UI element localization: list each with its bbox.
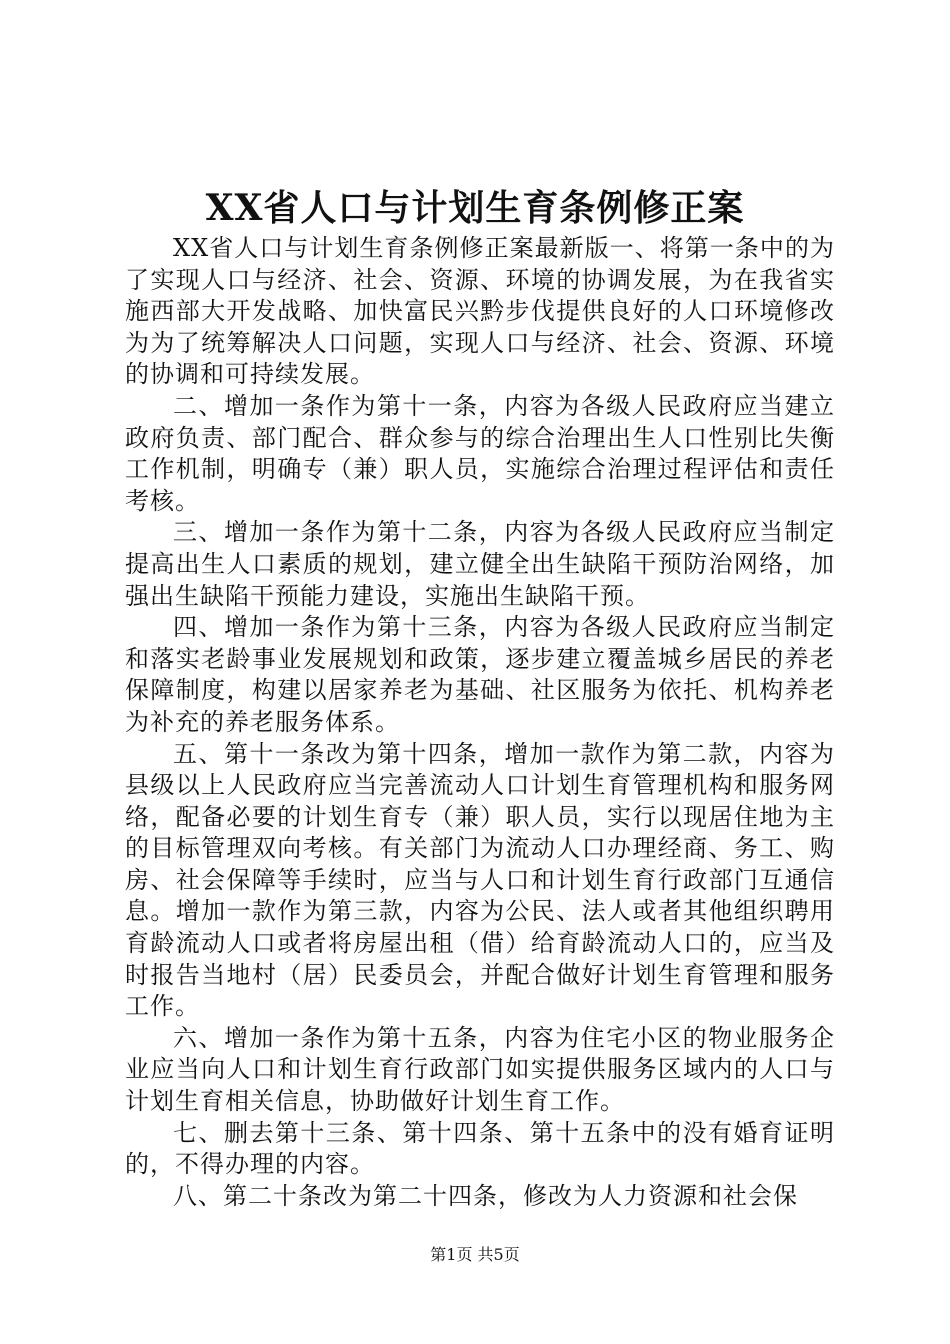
document-body <box>125 233 835 1212</box>
paragraph-1: XX省人口与计划生育条例修正案最新版一、将第一条中的为了实现人口与经济、社会、资源、环境的协调发展，为在我省实施西部大开发战略、加快富民兴黔步伐提供良好的人口环境修改为为了统筹解决人口问题，实现人口与经济、社会、资源、环境的协调和可持续发展。 <box>125 234 835 389</box>
document-title: XX省人口与计划生育条例修正案 <box>205 187 745 229</box>
paragraph-4: 四、增加一条作为第十三条，内容为各级人民政府应当制定和落实老龄事业发展规划和政策，逐步建立覆盖城乡居民的养老保障制度，构建以居家养老为基础、社区服务为依托、机构养老为补充的养老服务体系。 <box>125 613 835 736</box>
page-number-footer: 第1页 共5页 <box>430 1245 520 1264</box>
paragraph-2: 二、增加一条作为第十一条，内容为各级人民政府应当建立政府负责、部门配合、群众参与的综合治理出生人口性别比失衡工作机制，明确专（兼）职人员，实施综合治理过程评估和责任考核。 <box>125 391 835 515</box>
paragraph-5: 五、第十一条改为第十四条，增加一款作为第二款，内容为县级以上人民政府应当完善流动人口计划生育管理机构和服务网络，配备必要的计划生育专（兼）职人员，实行以现居住地为主的目标管理双向考核。有关部门为流动人口办理经商、务工、购房、社会保障等手续时，应当与人口和计划生育行政部门互通信息。增加一款作为第三款，内容为公民、法人或者其他组织聘用育龄流动人口或者将房屋出租（借）给育龄流动人口的，应当及时报告当地村（居）民委员会，并配合做好计划生育管理和服务工作。 <box>125 739 835 1021</box>
paragraph-8: 八、第二十条改为第二十四条，修改为人力资源和社会保 <box>173 1181 798 1210</box>
paragraph-6: 六、增加一条作为第十五条，内容为住宅小区的物业服务企业应当向人口和计划生育行政部门如实提供服务区域内的人口与计划生育相关信息，协助做好计划生育工作。 <box>125 1023 835 1116</box>
paragraph-3: 三、增加一条作为第十二条，内容为各级人民政府应当制定提高出生人口素质的规划，建立健全出生缺陷干预防治网络，加强出生缺陷干预能力建设，实施出生缺陷干预。 <box>125 518 835 610</box>
paragraph-7: 七、删去第十三条、第十四条、第十五条中的没有婚育证明的，不得办理的内容。 <box>125 1118 835 1179</box>
